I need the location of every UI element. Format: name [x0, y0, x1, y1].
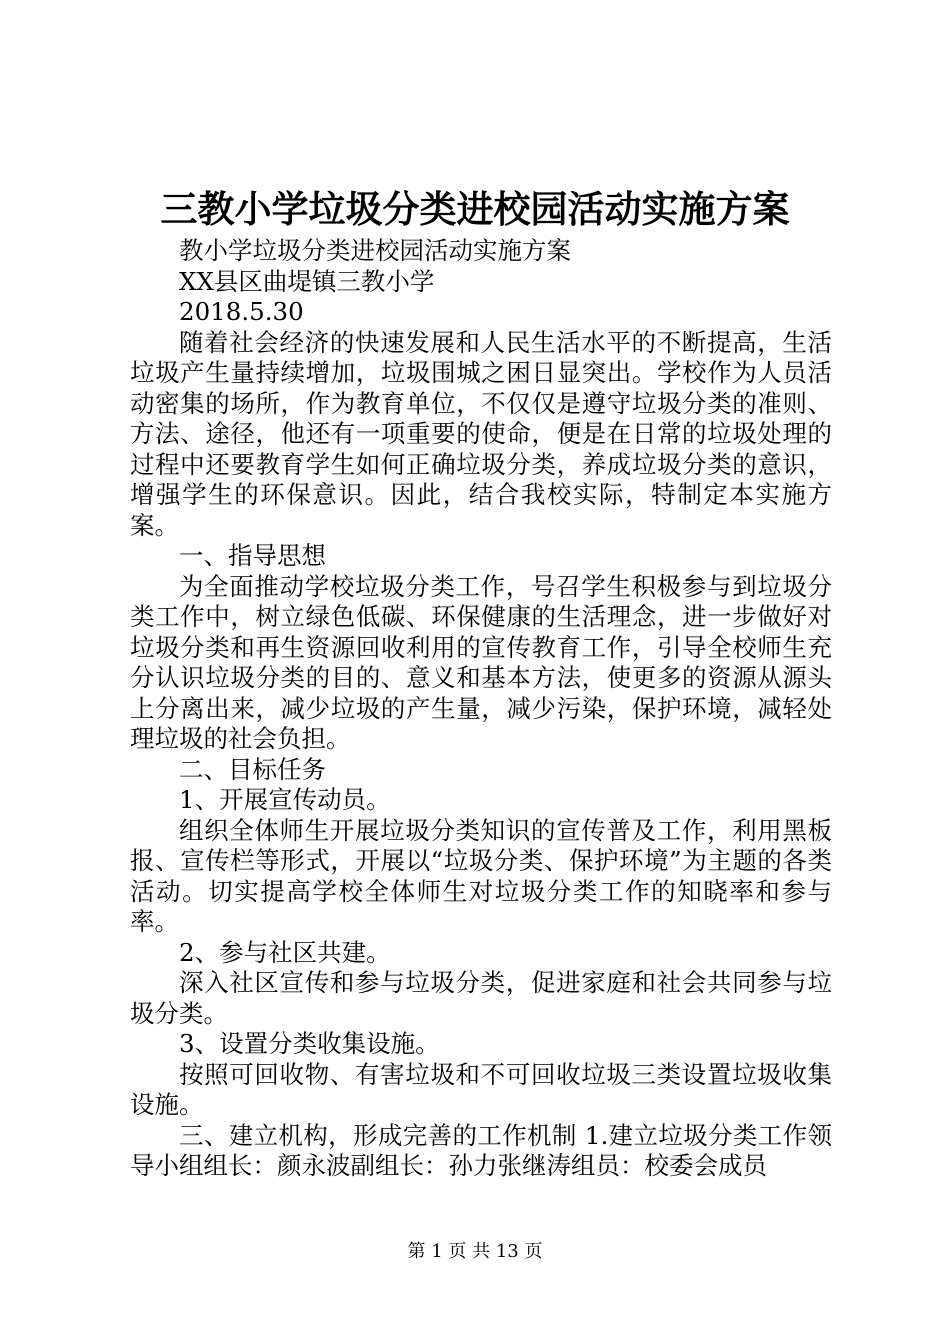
page-number-footer: 第 1 页 共 13 页 [407, 1241, 543, 1262]
section-heading-guiding-thought: 一、指导思想 [179, 541, 326, 570]
section-heading-goals: 二、目标任务 [179, 754, 326, 784]
subheading-community: 2、参与社区共建。 [179, 937, 391, 967]
document-title: 三教小学垃圾分类进校园活动实施方案 [160, 187, 790, 231]
paragraph-publicity: 组织全体师生开展垃圾分类知识的宣传普及工作，利用黑板报、宣传栏等形式，开展以“垃圾分类、保护环境”为主题的各类活动。切实提高学校全体师生对垃圾分类工作的知晓率和参与率。 [130, 815, 832, 936]
document-body [130, 236, 832, 1182]
paragraph-intro: 随着社会经济的快速发展和人民生活水平的不断提高，生活垃圾产生量持续增加，垃圾围城之困日显突出。学校作为人员活动密集的场所，作为教育单位，不仅仅是遵守垃圾分类的准则、方法、途径，他还有一项重要的使命，便是在日常的垃圾处理的过程中还要教育学生如何正确垃圾分类，养成垃圾分类的意识，增强学生的环保意识。因此，结合我校实际，特制定本实施方案。 [130, 327, 832, 540]
paragraph-facilities: 按照可回收物、有害垃圾和不可回收垃圾三类设置垃圾收集设施。 [130, 1059, 832, 1119]
subheading-publicity: 1、开展宣传动员。 [179, 785, 391, 814]
subheading-facilities: 3、设置分类收集设施。 [179, 1029, 440, 1058]
paragraph-guiding-thought: 为全面推动学校垃圾分类工作，号召学生积极参与到垃圾分类工作中，树立绿色低碳、环保健康的生活理念，进一步做好对垃圾分类和再生资源回收利用的宣传教育工作，引导全校师生充分认识垃圾分类的目的、意义和基本方法，使更多的资源从源头上分离出来，减少垃圾的产生量，减少污染，保护环境，减轻处理垃圾的社会负担。 [130, 571, 832, 753]
paragraph-subtitle: 教小学垃圾分类进校园活动实施方案 [179, 236, 571, 265]
paragraph-community: 深入社区宣传和参与垃圾分类，促进家庭和社会共同参与垃圾分类。 [130, 968, 832, 1028]
paragraph-school: XX县区曲堤镇三教小学 [179, 266, 435, 296]
paragraph-organization: 三、建立机构，形成完善的工作机制 1.建立垃圾分类工作领导小组组长：颜永波副组长：孙力张继涛组员：校委会成员 [130, 1120, 832, 1180]
paragraph-date: 2018.5.30 [179, 297, 304, 326]
